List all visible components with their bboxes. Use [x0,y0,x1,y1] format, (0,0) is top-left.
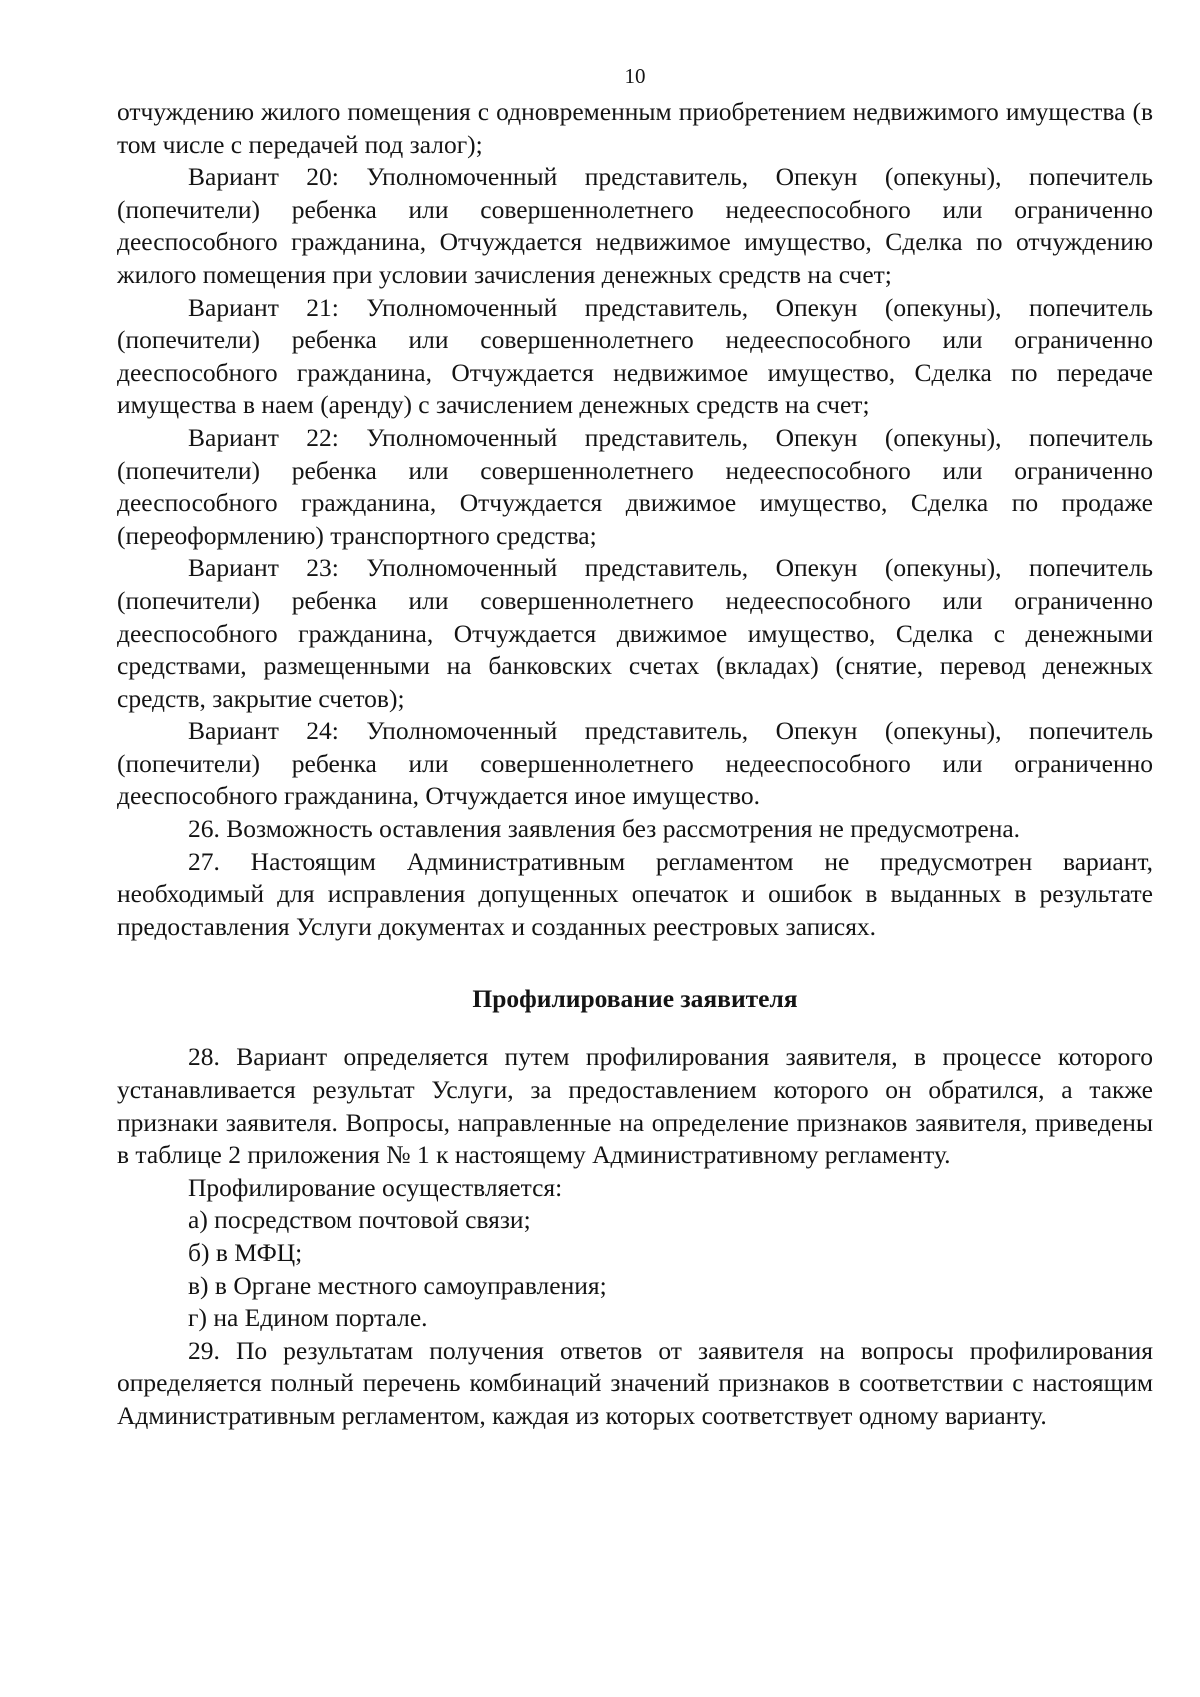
profiling-intro: Профилирование осуществляется: [188,1172,563,1202]
paragraph-variant-20: Вариант 20: Уполномоченный представитель, Опекун (опекуны), попечитель (попечители) ребенка или совершеннолетнего недееспособного или ограниченно дееспособного гражданина, Отчуждается недвижимое имущество, Сделка по отчуждению жилого помещения при условии зачисления денежных средств на счет; [117,162,1153,289]
list-item-v: в) в Органе местного самоуправления; [188,1270,607,1300]
paragraph-variant-21: Вариант 21: Уполномоченный представитель, Опекун (опекуны), попечитель (попечители) ребенка или совершеннолетнего недееспособного или ограниченно дееспособного гражданина, Отчуждается недвижимое имущество, Сделка по передаче имущества в наем (аренду) с зачислением денежных средств на счет; [117,292,1153,420]
paragraph-variant-24: Вариант 24: Уполномоченный представитель, Опекун (опекуны), попечитель (попечители) ребенка или совершеннолетнего недееспособного или ограниченно дееспособного гражданина, Отчуждается иное имущество. [117,716,1153,811]
paragraph-variant-23: Вариант 23: Уполномоченный представитель, Опекун (опекуны), попечитель (попечители) ребенка или совершеннолетнего недееспособного или ограниченно дееспособного гражданина, Отчуждается движимое имущество, Сделка с денежными средствами, размещенными на банковских счетах (вкладах) (снятие, перевод денежных средств, закрытие счетов); [117,553,1153,713]
paragraph-29: 29. По результатам получения ответов от заявителя на вопросы профилирования определяется полный перечень комбинаций значений признаков в соответствии с настоящим Административным регламентом, каждая из которых соответствует одному варианту. [117,1335,1153,1430]
list-item-b: б) в МФЦ; [188,1238,303,1267]
paragraph-27: 27. Настоящим Административным регламентом не предусмотрен вариант, необходимый для исправления допущенных опечаток и ошибок в выданных в результате предоставления Услуги документах и созданных реестровых записях. [117,846,1153,941]
paragraph-variant-22: Вариант 22: Уполномоченный представитель, Опекун (опекуны), попечитель (попечители) ребенка или совершеннолетнего недееспособного или ограниченно дееспособного гражданина, Отчуждается движимое имущество, Сделка по продаже (переоформлению) транспортного средства; [117,422,1153,550]
page-number: 10 [624,64,646,88]
list-item-g: г) на Едином портале. [188,1303,428,1333]
section-heading: Профилирование заявителя [472,984,798,1014]
paragraph-26: 26. Возможность оставления заявления без рассмотрения не предусмотрена. [188,814,1021,844]
document-page [117,62,1153,1433]
paragraph-continuation: отчуждению жилого помещения с одновременным приобретением недвижимого имущества (в том числе с передачей под залог); [117,97,1153,159]
paragraph-28: 28. Вариант определяется путем профилирования заявителя, в процессе которого устанавливается результат Услуги, за предоставлением которого он обратился, а также признаки заявителя. Вопросы, направленные на определение признаков заявителя, приведены в таблице 2 приложения № 1 к настоящему Административному регламенту. [117,1042,1153,1170]
list-item-a: а) посредством почтовой связи; [188,1205,531,1235]
